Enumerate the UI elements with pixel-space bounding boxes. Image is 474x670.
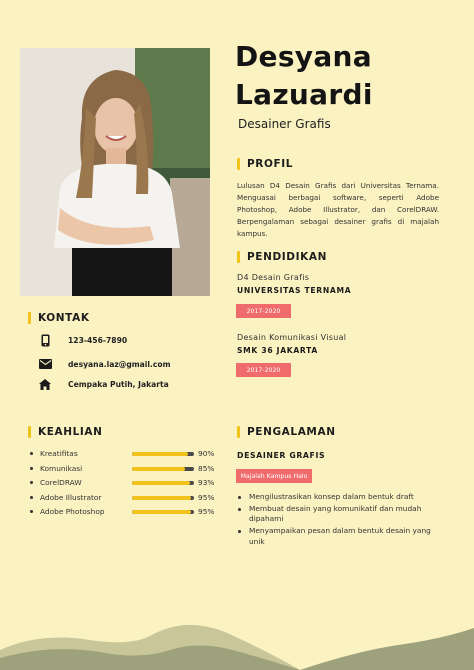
skill-bar-track	[132, 452, 194, 456]
skill-row	[30, 464, 220, 474]
first-name: Desyana	[235, 40, 372, 73]
skill-label: Komunikasi	[40, 463, 83, 473]
skill-bar-fill	[132, 510, 191, 514]
skill-percent: 93%	[198, 478, 215, 487]
skill-bar-track	[132, 481, 194, 485]
education-years-badge-1: 2017-2020	[236, 304, 291, 318]
education-degree-1: D4 Desain Grafis	[237, 273, 310, 282]
skill-bar-track	[132, 510, 194, 514]
profile-text: Lulusan D4 Desain Grafis dari Universitas Ternama. Menguasai berbagai software, seperti Adobe Photoshop, Adobe Illustrator, dan CorelDRAW. Berpengalaman sebagai desainer grafis di majalah kampus.	[237, 181, 439, 238]
skill-label: Kreatifitas	[40, 449, 78, 458]
skill-bar-fill	[132, 496, 191, 500]
phone-text: 123-456-7890	[68, 335, 128, 345]
skill-bar-fill	[132, 467, 185, 471]
contact-email	[38, 357, 171, 371]
skill-percent: 85%	[198, 463, 215, 473]
address-text: Cempaka Putih, Jakarta	[68, 379, 169, 389]
mail-icon	[38, 357, 52, 371]
contact-phone	[38, 333, 128, 347]
experience-bullet-2: Membuat desain yang komunikatif dan mudah dipahami	[237, 504, 437, 525]
experience-bullet-1: Mengilustrasikan konsep dalam bentuk draft	[237, 492, 437, 502]
skill-row	[30, 478, 220, 488]
education-years-badge-2: 2017-2020	[236, 363, 291, 377]
experience-company-badge: Majalah Kampus Halo	[236, 469, 312, 483]
skill-percent: 90%	[198, 449, 215, 458]
last-name: Lazuardi	[235, 78, 373, 111]
skill-row	[30, 449, 220, 459]
skill-row	[30, 493, 220, 503]
skill-bullet	[30, 496, 33, 499]
skill-label: Adobe Illustrator	[40, 492, 102, 502]
phone-icon	[38, 333, 52, 347]
skill-bar-fill	[132, 452, 188, 456]
education-school-1: UNIVERSITAS TERNAMA	[237, 286, 352, 295]
skills-heading: KEAHLIAN	[28, 426, 103, 438]
skill-bar-track	[132, 467, 194, 471]
education-school-2: SMK 36 JAKARTA	[237, 346, 319, 355]
skill-bullet	[30, 452, 33, 455]
skill-bullet	[30, 510, 33, 513]
experience-bullet-3: Menyampaikan pesan dalam bentuk desain yang unik	[237, 526, 437, 547]
skill-bar-track	[132, 496, 194, 500]
job-role: Desainer Grafis	[238, 117, 331, 131]
decorative-hills	[0, 610, 474, 670]
skill-percent: 95%	[198, 507, 215, 516]
skill-label: Adobe Photoshop	[40, 507, 105, 516]
experience-heading: PENGALAMAN	[237, 426, 336, 438]
profile-photo	[20, 48, 210, 296]
resume-name	[235, 38, 373, 114]
profile-heading: PROFIL	[237, 158, 293, 170]
experience-bullets	[237, 492, 437, 549]
email-text: desyana.laz@gmail.com	[68, 359, 171, 369]
education-degree-2: Desain Komunikasi Visual	[237, 333, 347, 342]
education-heading: PENDIDIKAN	[237, 251, 327, 263]
skill-bar-fill	[132, 481, 190, 485]
skill-label: CorelDRAW	[40, 478, 82, 487]
contact-heading: KONTAK	[28, 312, 90, 324]
skill-bullet	[30, 481, 33, 484]
home-icon	[38, 377, 52, 391]
skill-row	[30, 507, 220, 517]
skill-bullet	[30, 467, 33, 470]
contact-address	[38, 377, 169, 391]
experience-job-title: DESAINER GRAFIS	[237, 451, 326, 460]
skill-percent: 95%	[198, 492, 215, 502]
